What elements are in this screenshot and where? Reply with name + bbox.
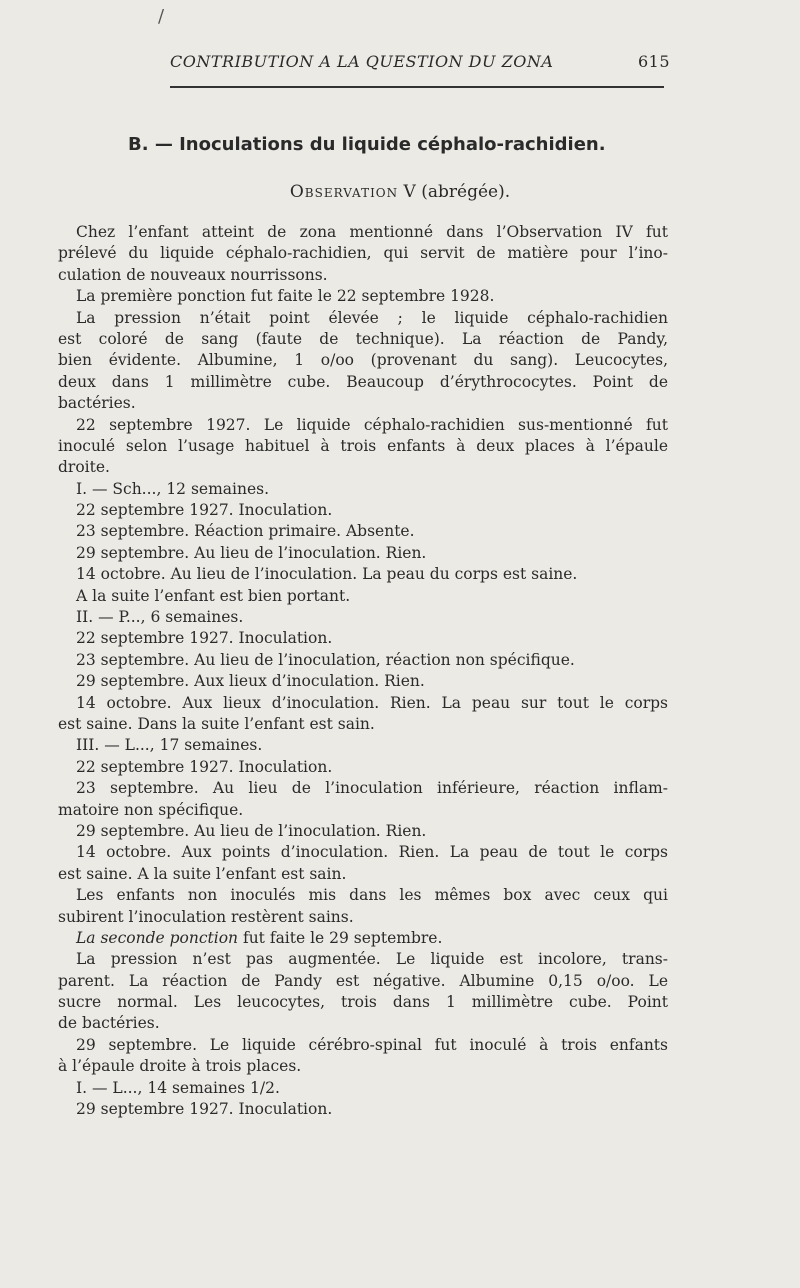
italic-phrase: La seconde ponction	[76, 928, 239, 947]
text-line: 29 septembre 1927. Inoculation.	[76, 1100, 333, 1119]
text-line: La pression n’est pas augmentée. Le liquide est incolore, trans-	[76, 950, 668, 969]
text-line: 29 septembre. Aux lieux d’inoculation. Rien.	[76, 672, 425, 691]
header-rule	[170, 86, 664, 88]
text-line: Les enfants non inoculés mis dans les mêmes box avec ceux qui	[76, 886, 668, 905]
text-line: prélevé du liquide céphalo-rachidien, qui servit de matière pour l’ino-	[58, 244, 668, 263]
text-line: deux dans 1 millimètre cube. Beaucoup d’érythrococytes. Point de	[58, 372, 668, 391]
running-title: CONTRIBUTION A LA QUESTION DU ZONA	[170, 52, 554, 71]
text-line: II. — P..., 6 semaines.	[76, 608, 244, 627]
text-line: inoculé selon l’usage habituel à trois enfants à deux places à l’épaule	[58, 436, 668, 455]
text-line: La première ponction fut faite le 22 septembre 1928.	[76, 287, 495, 306]
corner-mark: /	[158, 6, 165, 27]
text-line: I. — L..., 14 semaines 1/2.	[76, 1078, 280, 1097]
text-line: parent. La réaction de Pandy est négative. Albumine 0,15 o/oo. Le	[58, 971, 668, 990]
text-line: 22 septembre 1927. Inoculation.	[76, 501, 333, 520]
text-line: à l’épaule droite à trois places.	[58, 1057, 302, 1076]
text-line: culation de nouveaux nourrissons.	[58, 265, 328, 284]
section-heading: B. — Inoculations du liquide céphalo-rachidien.	[128, 134, 606, 155]
text-line: 14 octobre. Au lieu de l’inoculation. La peau du corps est saine.	[76, 565, 578, 584]
text-line: bactéries.	[58, 394, 136, 413]
text-line: est saine. Dans la suite l’enfant est sain.	[58, 714, 375, 733]
observation-heading	[0, 182, 800, 202]
text-line: Chez l’enfant atteint de zona mentionné dans l’Observation IV fut	[76, 223, 668, 241]
page-number: 615	[637, 52, 670, 71]
text-line: La pression n’était point élevée ; le liquide céphalo-rachidien	[76, 308, 668, 327]
text-line: 22 septembre 1927. Le liquide céphalo-rachidien sus-mentionné fut	[76, 415, 668, 434]
text-line: 29 septembre. Le liquide cérébro-spinal fut inoculé à trois enfants	[76, 1035, 668, 1054]
text-line: 23 septembre. Réaction primaire. Absente.	[76, 522, 415, 541]
text-line: 22 septembre 1927. Inoculation.	[76, 629, 333, 648]
text-line: est saine. A la suite l’enfant est sain.	[58, 864, 347, 883]
text-line: droite.	[58, 458, 110, 477]
text-line: 29 septembre. Au lieu de l’inoculation. Rien.	[76, 821, 427, 840]
text-line: I. — Sch..., 12 semaines.	[76, 479, 270, 498]
text-line: est coloré de sang (faute de technique). La réaction de Pandy,	[58, 329, 668, 348]
text-line: 14 octobre. Aux points d’inoculation. Rien. La peau de tout le corps	[76, 843, 668, 862]
running-head	[170, 52, 670, 76]
text-line: 14 octobre. Aux lieux d’inoculation. Rien. La peau sur tout le corps	[76, 693, 668, 712]
text-line: 29 septembre. Au lieu de l’inoculation. Rien.	[76, 543, 427, 562]
text-line: subirent l’inoculation restèrent sains.	[58, 907, 354, 926]
body-text	[58, 222, 668, 1120]
observation-label: Observation	[289, 182, 399, 202]
text-line: 22 septembre 1927. Inoculation.	[76, 757, 333, 776]
observation-number: V (abrégée).	[398, 182, 511, 202]
text-line: bien évidente. Albumine, 1 o/oo (provenant du sang). Leucocytes,	[58, 351, 668, 370]
text-line: matoire non spécifique.	[58, 800, 244, 819]
text-line: 23 septembre. Au lieu de l’inoculation, réaction non spécifique.	[76, 650, 575, 669]
text-line: III. — L..., 17 semaines.	[76, 736, 263, 755]
text-line: La seconde ponction fut faite le 29 septembre.	[76, 928, 443, 947]
text-line: A la suite l’enfant est bien portant.	[76, 586, 351, 605]
text-line: sucre normal. Les leucocytes, trois dans 1 millimètre cube. Point	[58, 993, 668, 1012]
text-line: 23 septembre. Au lieu de l’inoculation inférieure, réaction inflam-	[76, 779, 668, 798]
text-line: de bactéries.	[58, 1014, 160, 1033]
